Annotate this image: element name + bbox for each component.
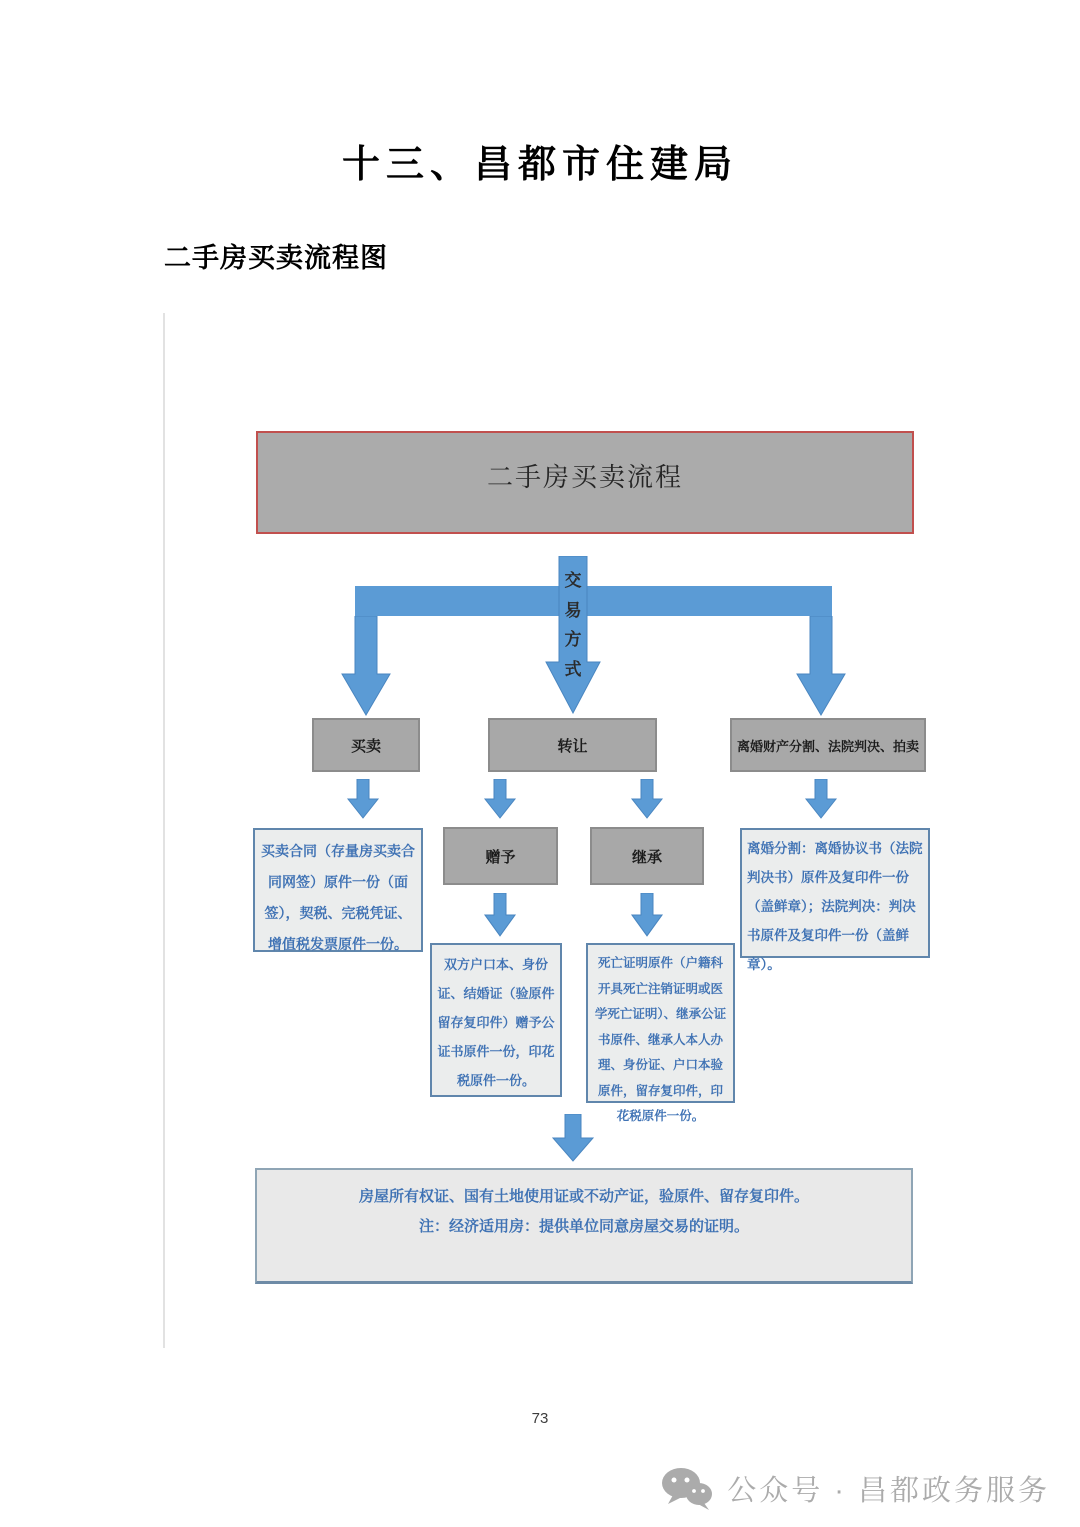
node-transfer: 转让 [488, 718, 657, 772]
page-number: 73 [531, 1410, 549, 1427]
arrow-down-gift-docs-icon [483, 893, 517, 937]
left-rule [163, 313, 165, 1348]
flowchart-title-box [256, 431, 914, 534]
watermark-text: 公众号 · 昌都政务服务 [727, 1474, 1050, 1507]
doc-title: 十三、昌都市住建局 [341, 144, 738, 186]
node-inherit: 继承 [590, 827, 704, 885]
transaction-mode-label: 交 易 方 式 [564, 571, 582, 679]
arrow-down-final-icon [551, 1114, 595, 1162]
final-line1: 房屋所有权证、国有土地使用证或不动产证，验原件、留存复印件。 [358, 1189, 809, 1205]
node-gift: 赠予 [443, 827, 558, 885]
info-gift-required-documents: 双方户口本、身份证、结婚证（验原件留存复印件）赠予公证书原件一份，印花税原件一份。 [430, 943, 562, 1097]
info-sale-documents: 买卖合同（存量房买卖合同网签）原件一份（面签），契税、完税凭证、增值税发票原件一份。 [253, 828, 423, 952]
flowchart-title: 二手房买卖流程 [486, 463, 683, 492]
arrow-down-divorce-icon [804, 779, 838, 819]
arrow-down-left-icon [341, 616, 391, 716]
arrow-down-right-icon [796, 616, 846, 716]
arrow-down-inherit-docs-icon [630, 893, 664, 937]
node-divorce-court-auction: 离婚财产分割、法院判决、拍卖 [730, 718, 926, 772]
wechat-icon [661, 1466, 713, 1510]
watermark [661, 1466, 1050, 1510]
info-divorce-documents: 离婚分割：离婚协议书（法院判决书）原件及复印件一份（盖鲜章）；法院判决：判决书原件及复印件一份（盖鲜章）。 [740, 828, 930, 958]
section-heading: 二手房买卖流程图 [164, 243, 388, 273]
final-line2: 注：经济适用房：提供单位同意房屋交易的证明。 [418, 1219, 749, 1235]
arrow-down-inherit-icon [630, 779, 664, 819]
arrow-down-buy-icon [346, 779, 380, 819]
info-inherit-required-documents: 死亡证明原件（户籍科开具死亡注销证明或医学死亡证明）、继承公证书原件、继承人本人办理、身份证、户口本验原件，留存复印件，印花税原件一份。 [586, 943, 735, 1103]
arrow-down-gift-icon [483, 779, 517, 819]
node-buy-sell: 买卖 [312, 718, 420, 772]
final-requirements-box [255, 1168, 913, 1284]
